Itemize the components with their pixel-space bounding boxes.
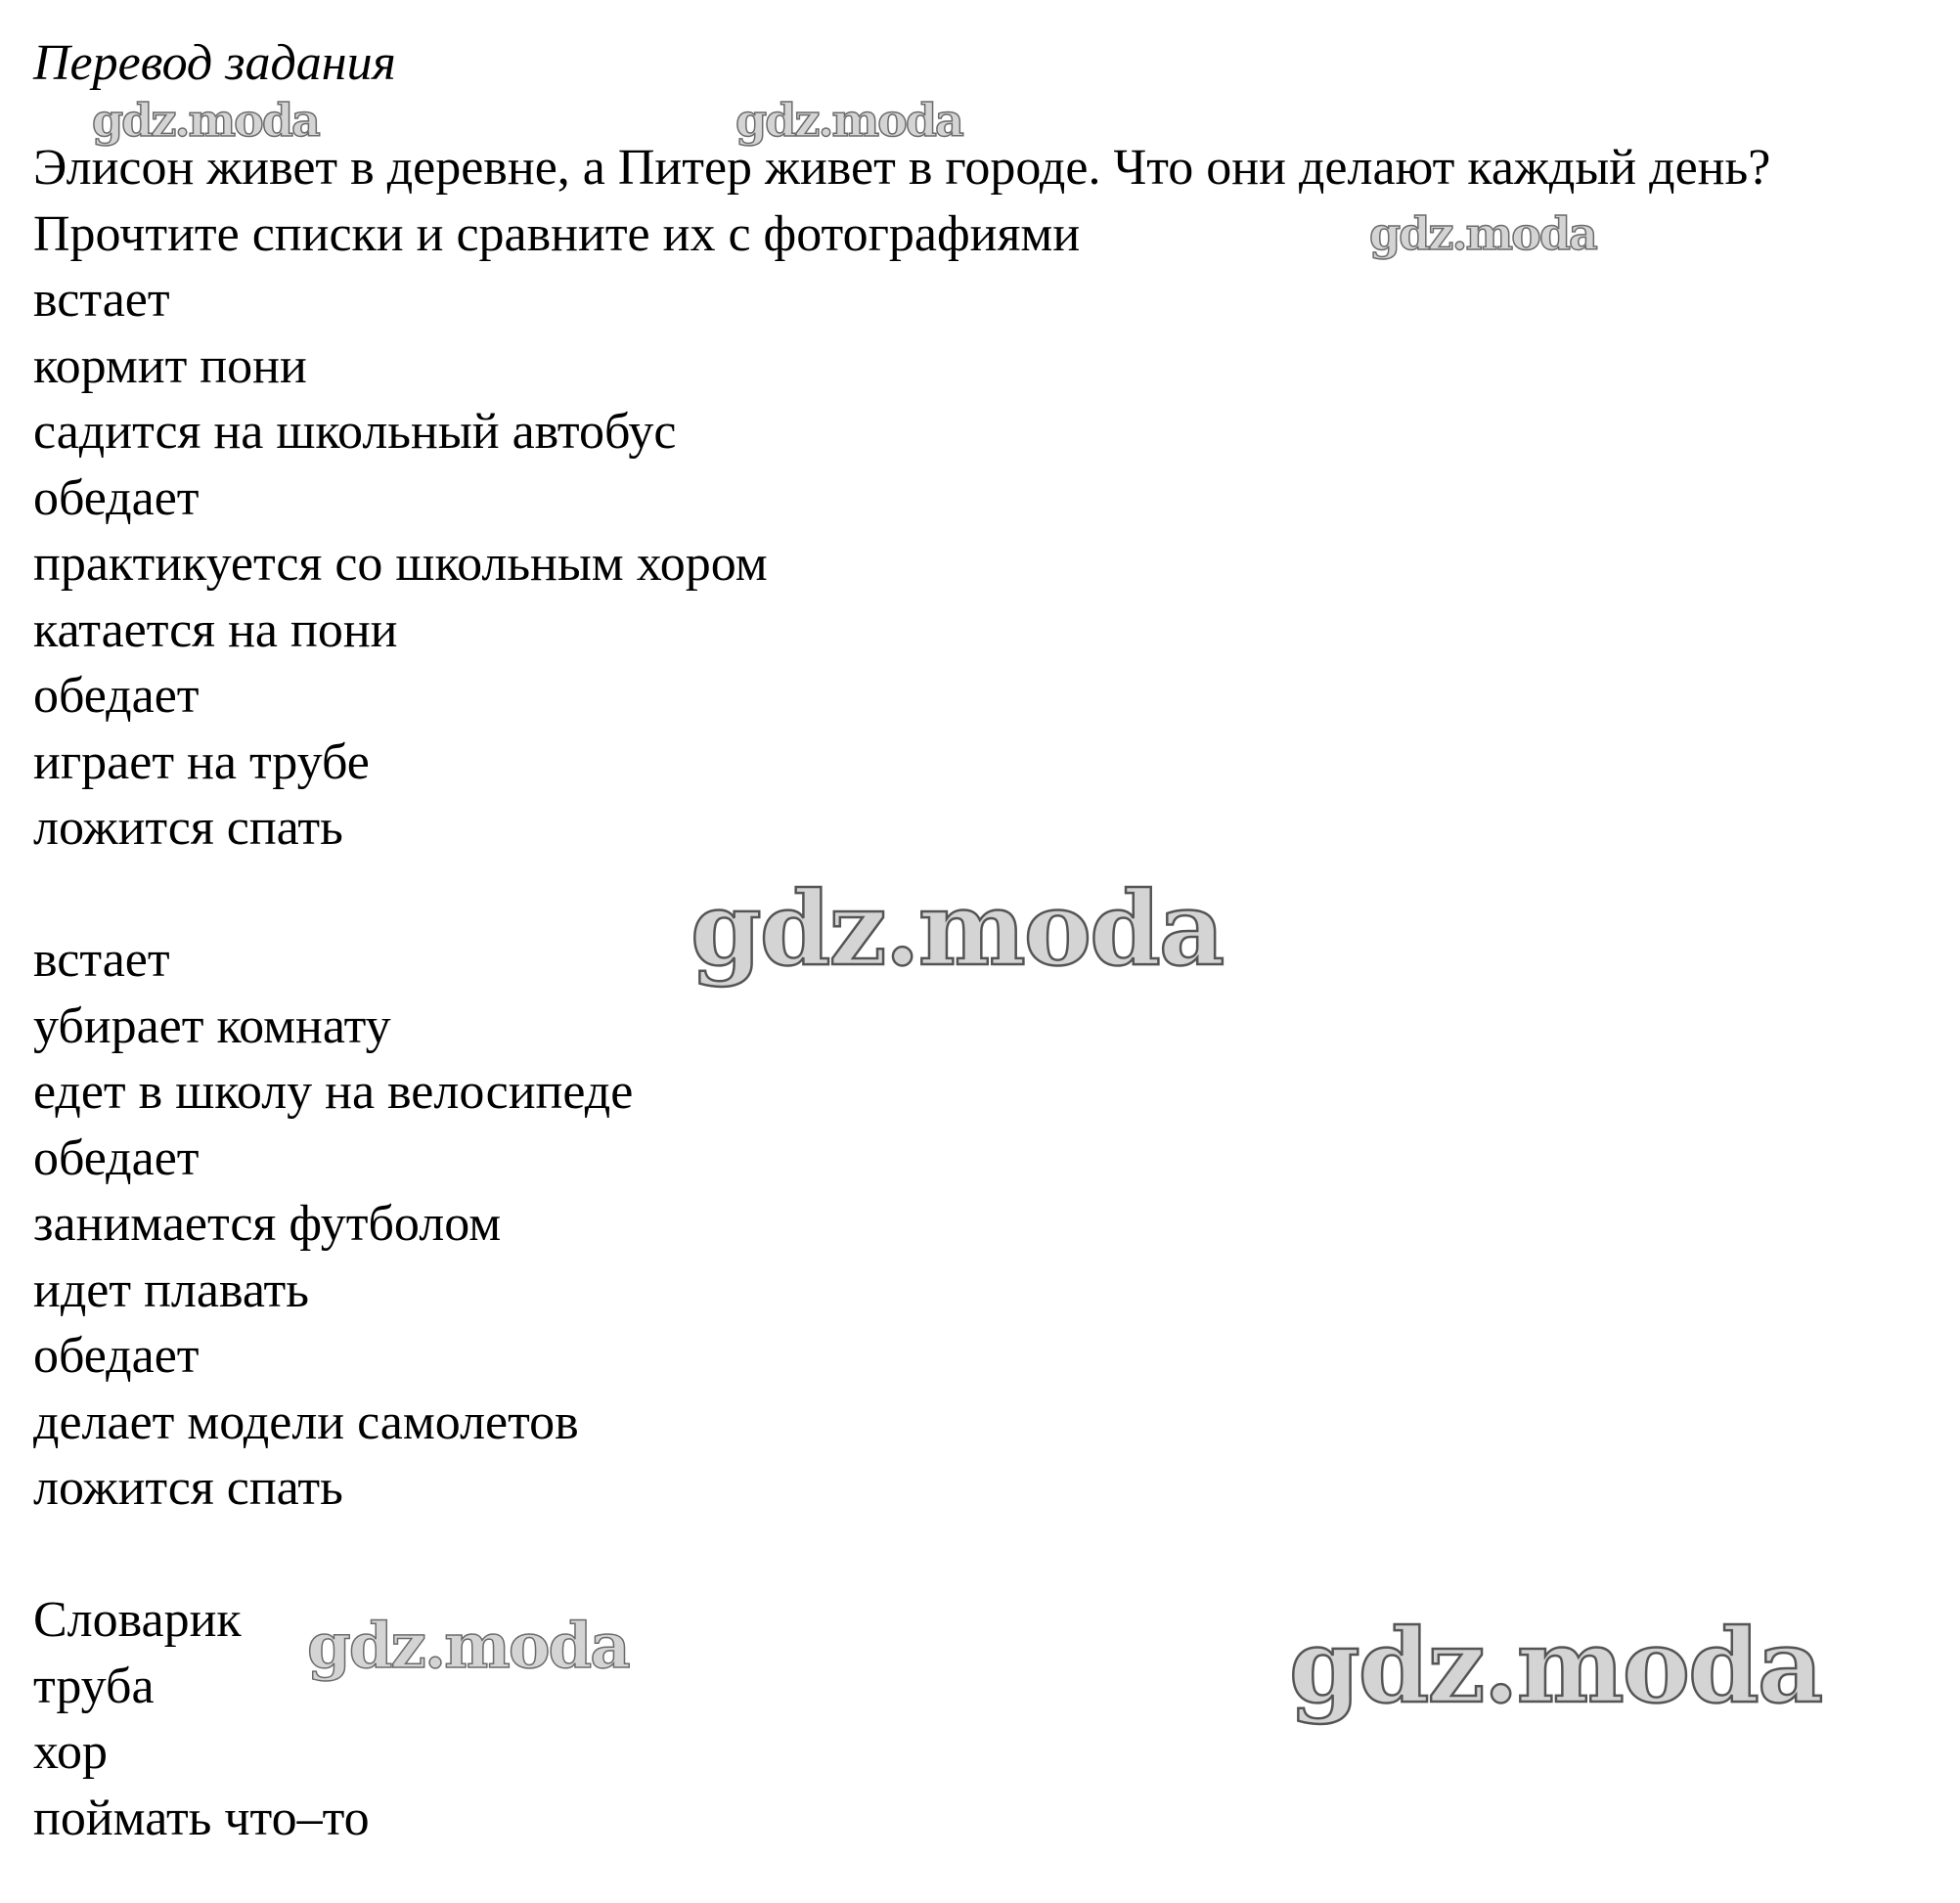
vocabulary-item: хор: [33, 1724, 109, 1780]
peter-activity-list: [33, 927, 633, 1522]
list-item: ложится спать: [33, 1460, 343, 1516]
watermark: gdz.moda: [1369, 207, 1596, 260]
list-item: обедает: [33, 668, 200, 724]
watermark: gdz.moda: [690, 868, 1224, 989]
watermark: gdz.moda: [735, 94, 962, 147]
watermark: gdz.moda: [1289, 1606, 1822, 1726]
list-item: обедает: [33, 1328, 200, 1384]
list-item: встает: [33, 932, 170, 988]
list-item: занимается футболом: [33, 1196, 502, 1252]
vocabulary-item: труба: [33, 1658, 155, 1714]
list-item: катается на пони: [33, 601, 398, 658]
list-item: обедает: [33, 1129, 200, 1186]
list-item: обедает: [33, 469, 200, 526]
list-item: встает: [33, 272, 170, 328]
document-heading: Перевод задания: [33, 35, 396, 91]
list-item: практикуется со школьным хором: [33, 536, 768, 592]
task-intro-text: Элисон живет в деревне, а Питер живет в городе. Что они делают каждый день? Прочтите списки и сравните их с фотографиями: [33, 140, 1771, 262]
watermark: gdz.moda: [307, 1610, 629, 1683]
vocabulary-heading: Словарик: [33, 1592, 242, 1648]
list-item: ложится спать: [33, 800, 343, 856]
watermark: gdz.moda: [92, 94, 319, 147]
list-item: делает модели самолетов: [33, 1394, 579, 1450]
alison-activity-list: [33, 267, 768, 862]
list-item: идет плавать: [33, 1261, 309, 1318]
list-item: едет в школу на велосипеде: [33, 1064, 634, 1120]
list-item: кормит пони: [33, 337, 307, 394]
list-item: садится на школьный автобус: [33, 404, 677, 460]
list-item: убирает комнату: [33, 997, 391, 1054]
list-item: играет на трубе: [33, 733, 370, 790]
vocabulary-item: поймать что–то: [33, 1790, 370, 1846]
